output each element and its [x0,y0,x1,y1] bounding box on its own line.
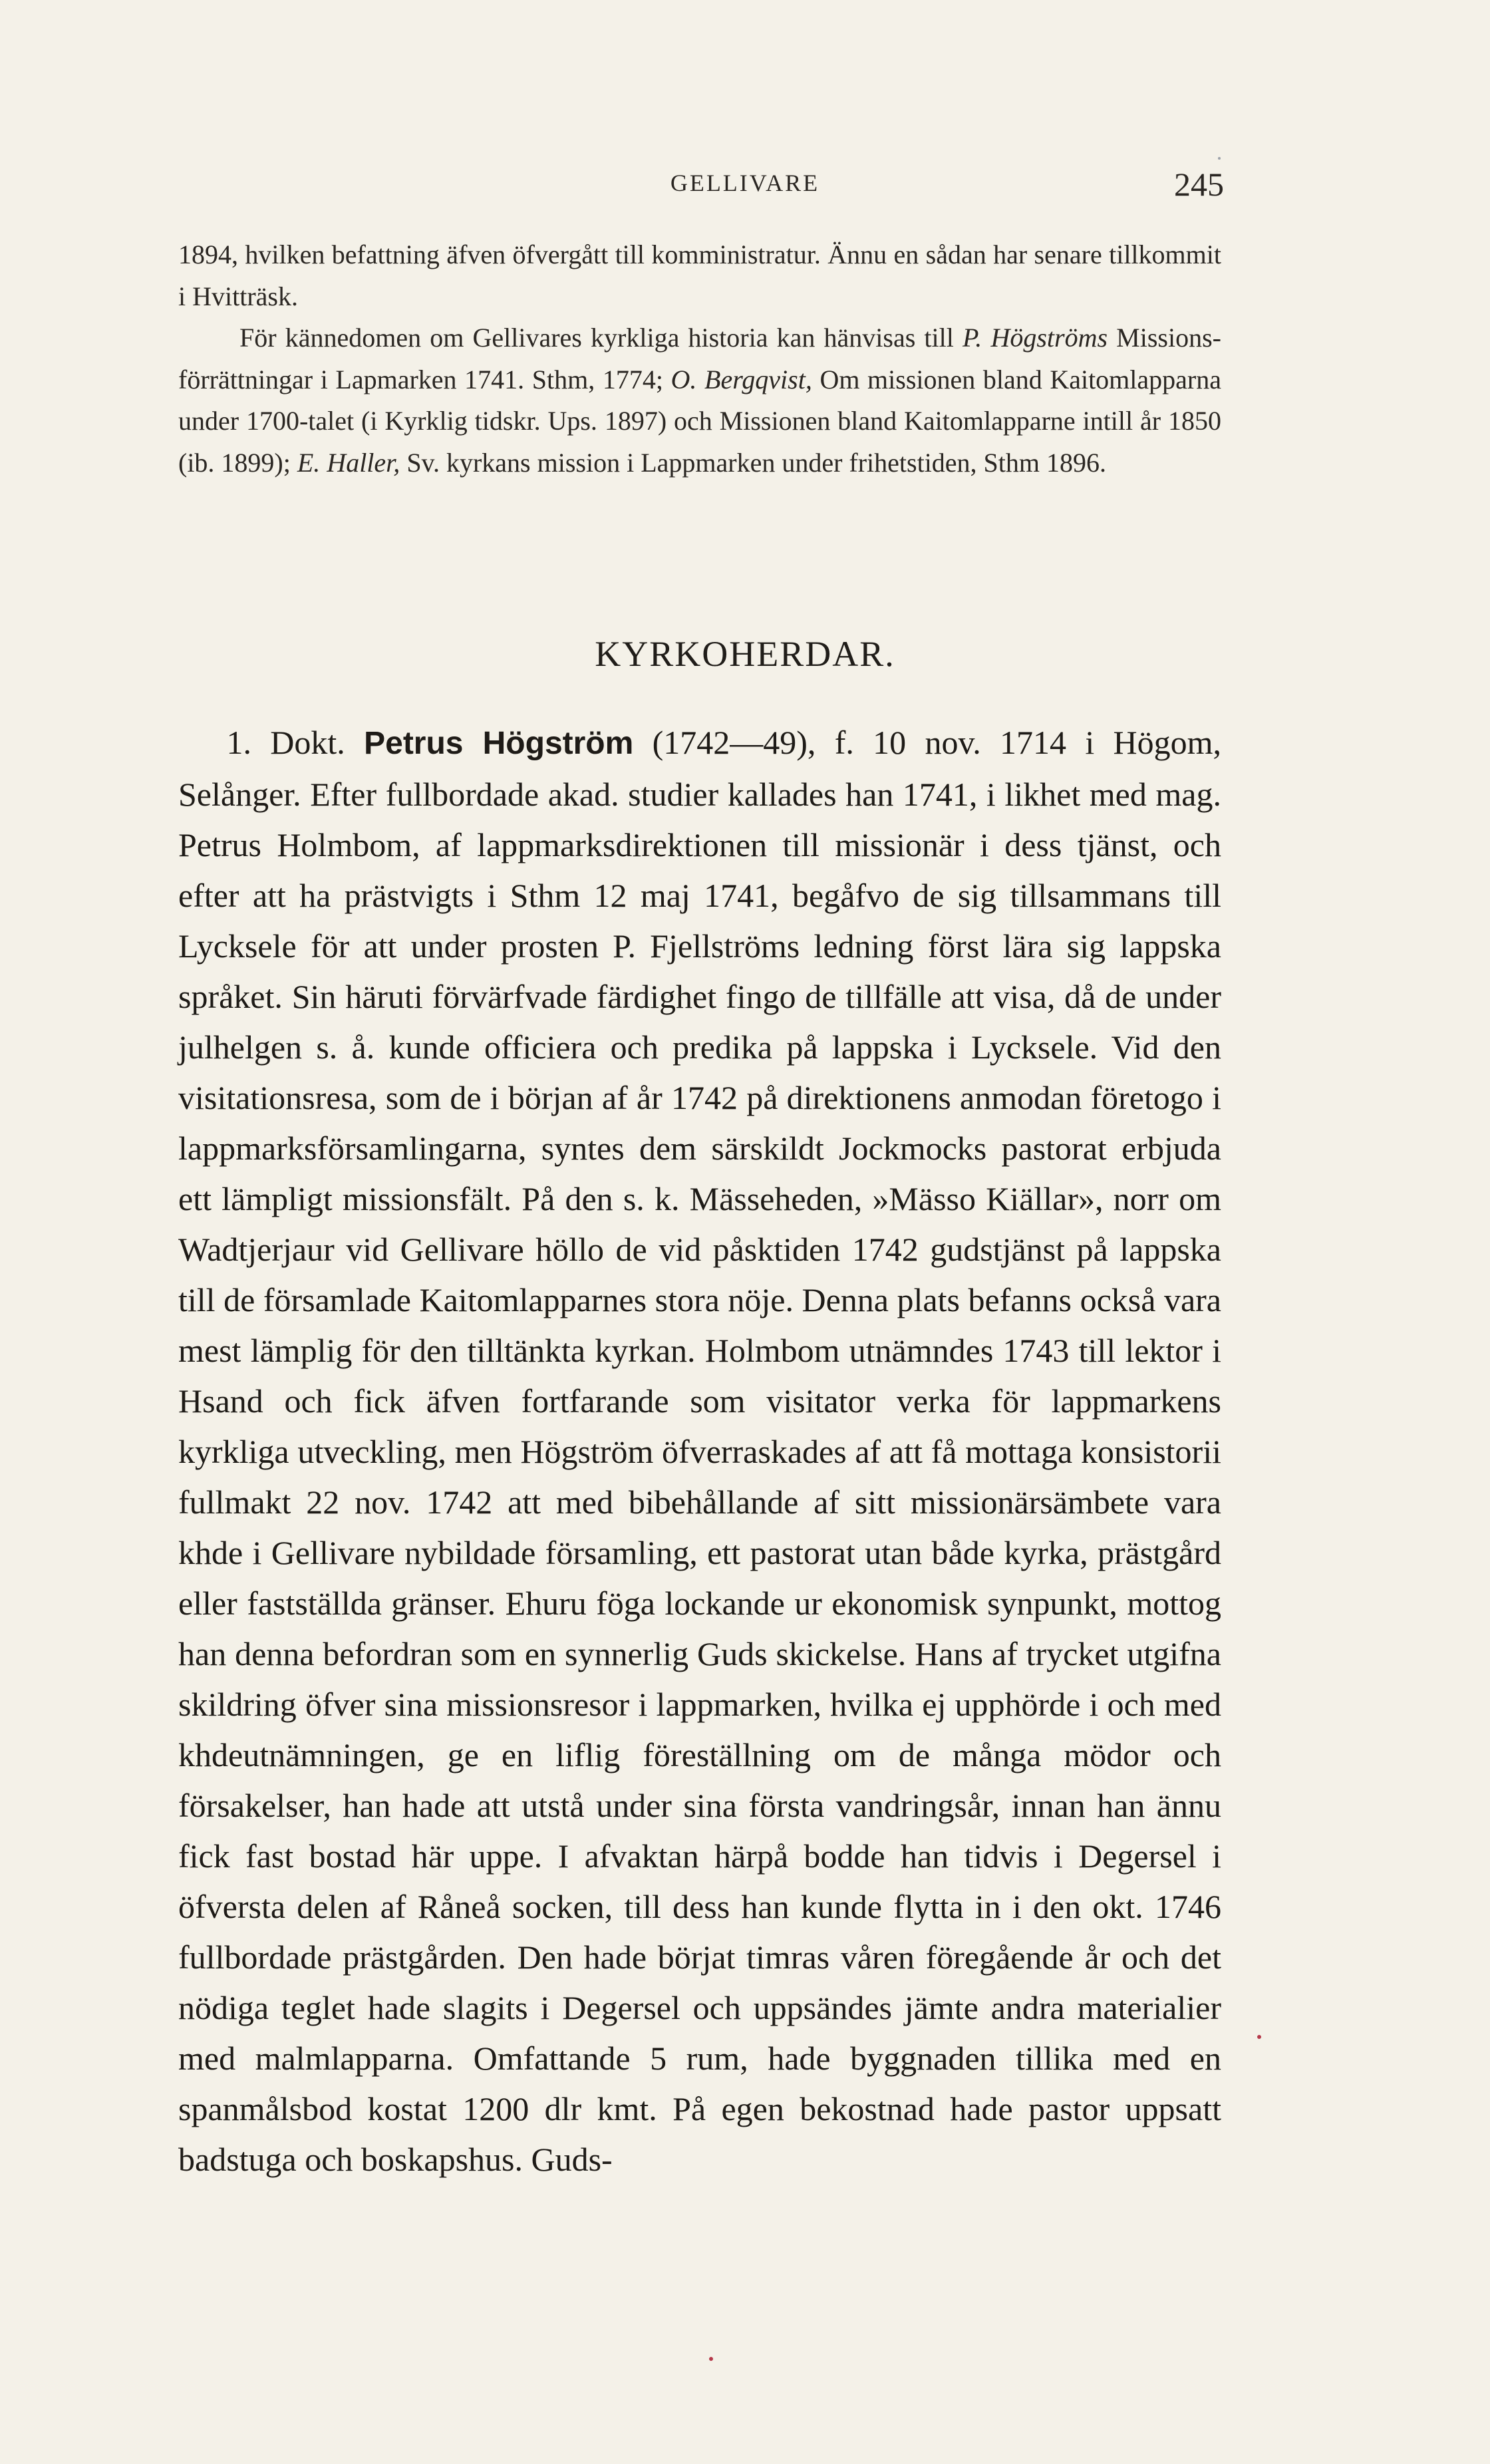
print-speck [1218,157,1221,160]
intro-text-segment: För kännedomen om Gellivares kyrkliga historia kan hänvisas till [239,323,963,353]
print-speck [1257,2035,1261,2039]
entry-text: (1742—49), f. 10 nov. 1714 i Högom, Selånger. Efter fullbordade akad. studier kallades han 1741, i likhet med mag. Petrus Holmbom, af lappmarksdirektionen till missionär i dess tjänst, och efter att ha prästvigts i Sthm 12 maj 1741, begåfvo de sig tillsammans till Lycksele för att under prosten P. Fjellströms ledning först lära sig lappska språket. Sin häruti förvärfvade färdighet fingo de tillfälle att visa, då de under julhelgen s. å. kunde officiera och predika på lappska i Lycksele. Vid den visitationsresa, som de i början af år 1742 på direktionens anmodan företogo i lappmarksförsamlingarna, syntes dem särskildt Jockmocks pastorat erbjuda ett lämpligt missionsfält. På den s. k. Mässeheden, »Mässo Kiällar», norr om Wadtjerjaur vid Gellivare höllo de vid påsktiden 1742 gudstjänst på lappska till de församlade Kaitomlapparnes stora nöje. Denna plats befanns också vara mest lämplig för den tilltänkta kyrkan. Holmbom utnämndes 1743 till lektor i Hsand och fick äfven fortfarande som visitator verka för lappmarkens kyrkliga utveckling, men Högström öfverraskades af att få mottaga konsistorii fullmakt 22 nov. 1742 att med bibehållande af sitt missionärsämbete vara khde i Gellivare nybildade församling, ett pastorat utan både kyrka, prästgård eller fastställda gränser. Ehuru föga lockande ur ekonomisk synpunkt, mottog han denna befordran som en synnerlig Guds skickelse. Hans af trycket utgifna skildring öfver sina missionsresor i lappmarken, hvilka ej upphörde i och med khdeutnämningen, ge en liflig föreställning om de många mödor och försakelser, han hade att utstå under sina första vandringsår, innan han ännu fick fast bostad här uppe. I afvaktan härpå bodde han tidvis i Degersel i öfversta delen af Råneå socken, till dess han kunde flytta in i den okt. 1746 fullbordade prästgården. Den hade börjat timras våren föregående år och det nödiga teglet hade slagits i Degersel och uppsändes jämte andra materialier med malmlapparna. Omfattande 5 rum, hade byggnaden tillika med en spanmålsbod kostat 1200 dlr kmt. På egen bekostnad hade pastor uppsatt badstuga och boskapshus. Guds- [178,724,1222,2178]
entry-paragraph [178,717,1221,2185]
entry-number: 1. Dokt. [226,724,365,761]
person-name: Petrus Högström [364,726,634,761]
intro-text [178,234,1221,484]
author-reference: E. Haller, [297,447,400,478]
intro-paragraph-2 [178,317,1221,484]
author-reference: O. Bergqvist, [670,364,812,394]
intro-paragraph-1: 1894, hvilken befattning äfven öfvergått till komministratur. Ännu en sådan har senare tillkommit i Hvitträsk. [178,239,1221,311]
intro-text-segment: Missions-förrättningar i Lapmarken 1741. Sthm, 1774; [178,323,1221,394]
running-head [0,165,1490,205]
intro-text-segment: Om missionen bland Kaitomlapparna under 1700-talet (i Kyrklig tidskr. Ups. 1897) och Missionen bland Kaitomlapparne intill år 1850 (ib. 1899); [178,364,1221,478]
print-speck [709,2357,713,2361]
biography-entry [178,717,1221,2185]
page-number: 245 [1174,166,1224,203]
author-reference: P. Högströms [963,323,1108,353]
intro-text-segment: Sv. kyrkans mission i Lappmarken under frihetstiden, Sthm 1896. [400,447,1107,478]
running-title: GELLIVARE [670,170,820,196]
section-heading: KYRKOHERDAR. [595,634,895,674]
